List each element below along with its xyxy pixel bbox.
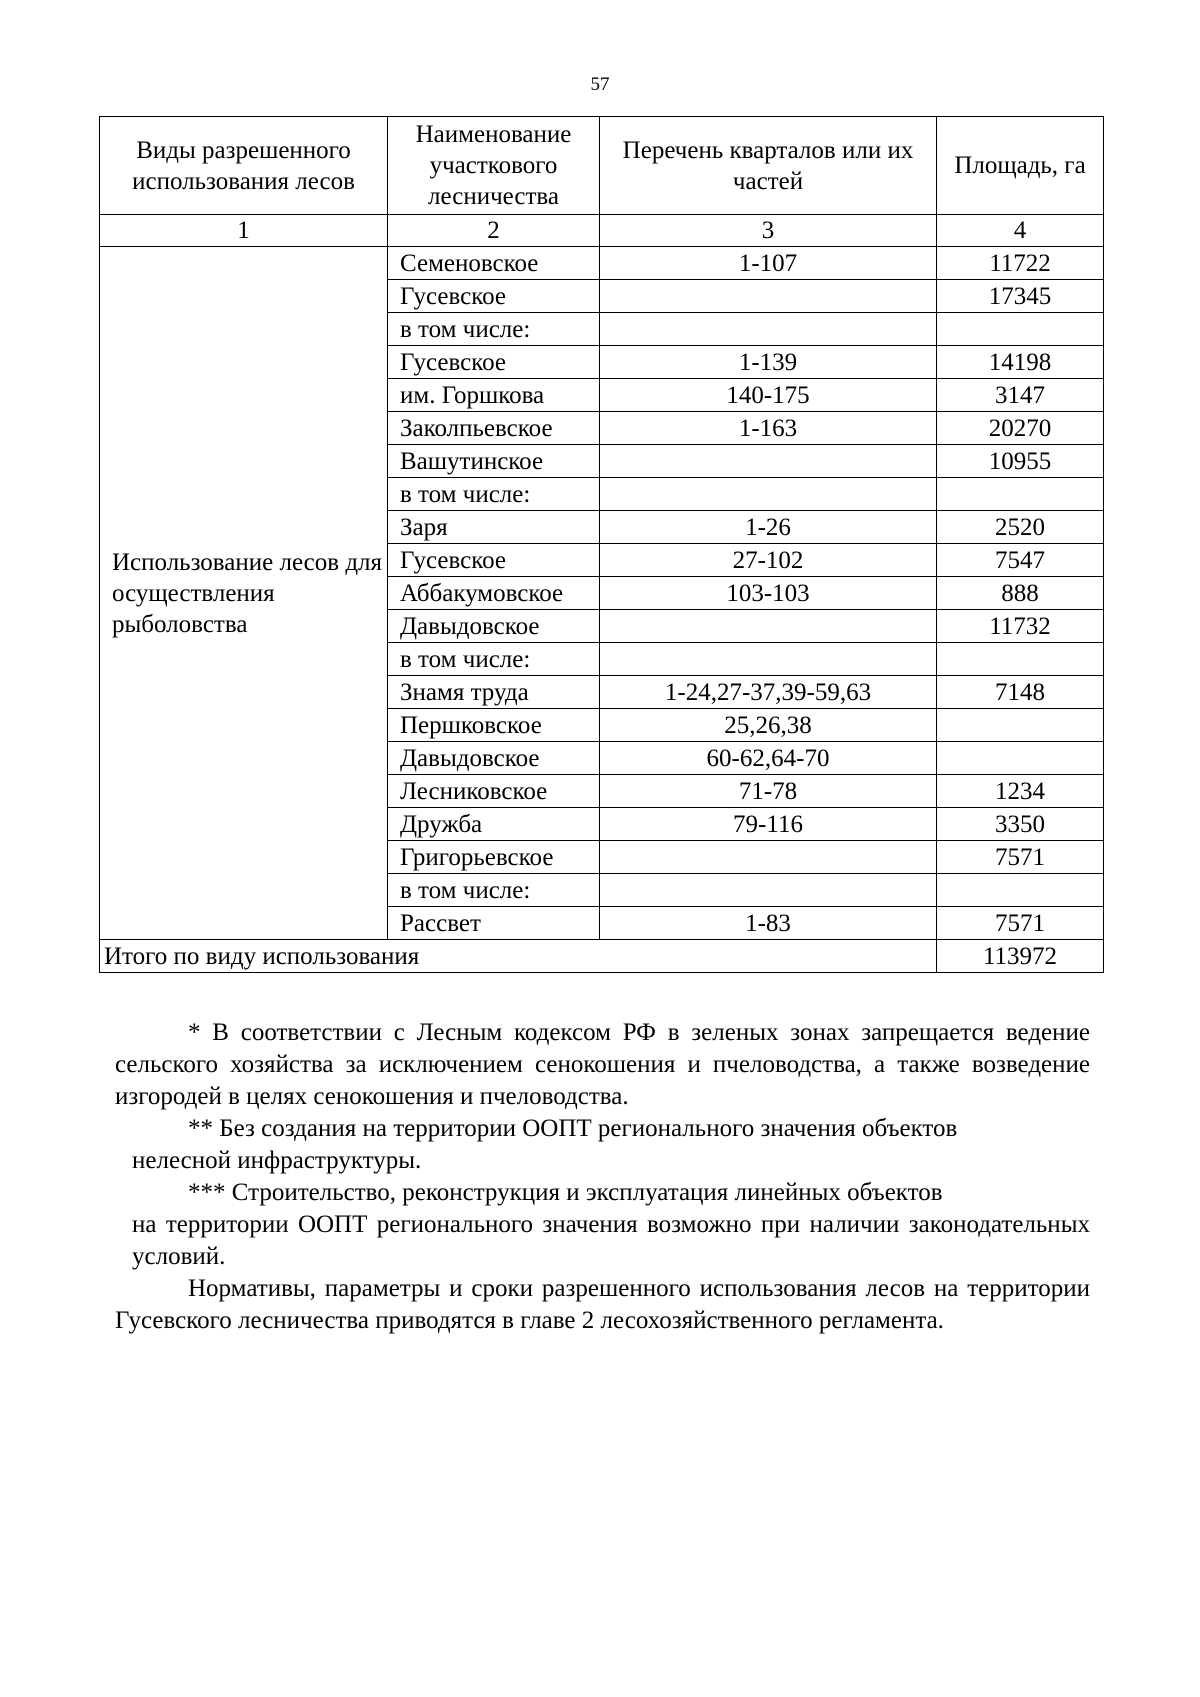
quarters-range-cell — [600, 841, 937, 874]
quarters-range-cell — [600, 280, 937, 313]
column-number: 1 — [100, 215, 388, 247]
column-number: 3 — [600, 215, 937, 247]
area-cell: 11722 — [937, 247, 1104, 280]
forestry-name-cell: Вашутинское — [388, 445, 600, 478]
header-quarters-list: Перечень кварталов или их частей — [600, 117, 937, 215]
area-cell — [937, 313, 1104, 346]
area-cell: 17345 — [937, 280, 1104, 313]
forestry-name-cell: в том числе: — [388, 313, 600, 346]
quarters-range-cell: 103-103 — [600, 577, 937, 610]
forestry-name-cell: Лесниковское — [388, 775, 600, 808]
area-cell — [937, 478, 1104, 511]
quarters-range-cell: 1-139 — [600, 346, 937, 379]
forestry-name-cell: Першковское — [388, 709, 600, 742]
forestry-name-cell: им. Горшкова — [388, 379, 600, 412]
area-cell: 3147 — [937, 379, 1104, 412]
forestry-name-cell: в том числе: — [388, 478, 600, 511]
quarters-range-cell: 71-78 — [600, 775, 937, 808]
header-area: Площадь, га — [937, 117, 1104, 215]
quarters-range-cell: 1-107 — [600, 247, 937, 280]
forestry-name-cell: Григорьевское — [388, 841, 600, 874]
forestry-name-cell: Знамя труда — [388, 676, 600, 709]
quarters-range-cell — [600, 874, 937, 907]
area-cell — [937, 709, 1104, 742]
note-infrastructure-line1: ** Без создания на территории ООПТ регионального значения объектов — [188, 1115, 958, 1142]
table-row — [100, 247, 1104, 280]
area-cell: 888 — [937, 577, 1104, 610]
quarters-range-cell: 79-116 — [600, 808, 937, 841]
header-row — [100, 117, 1104, 215]
forestry-name-cell: Гусевское — [388, 280, 600, 313]
quarters-range-cell: 140-175 — [600, 379, 937, 412]
forestry-name-cell: Аббакумовское — [388, 577, 600, 610]
quarters-range-cell: 25,26,38 — [600, 709, 937, 742]
quarters-range-cell: 60-62,64-70 — [600, 742, 937, 775]
quarters-range-cell: 1-26 — [600, 511, 937, 544]
header-use-type: Виды разрешенного использования лесов — [100, 117, 388, 215]
total-row — [100, 940, 1104, 973]
area-cell — [937, 742, 1104, 775]
total-label: Итого по виду использования — [100, 940, 937, 973]
note-green-zones: * В соответствии с Лесным кодексом РФ в зеленых зонах запрещается ведение сельского хозяйства за исключением сенокошения и пчеловодства, а также возведение изгородей в целях сенокошения и пчеловодства. — [115, 1019, 1090, 1110]
quarters-range-cell: 27-102 — [600, 544, 937, 577]
forestry-name-cell: Семеновское — [388, 247, 600, 280]
column-numbers-row — [100, 215, 1104, 247]
regulation-paragraph: Нормативы, параметры и сроки разрешенного использования лесов на территории Гусевского лесничества приводятся в главе 2 лесохозяйственного регламента. — [115, 1275, 1090, 1334]
area-cell: 10955 — [937, 445, 1104, 478]
area-cell — [937, 643, 1104, 676]
note-linear-objects-line2: на территории ООПТ регионального значения возможно при наличии законодательных условий. — [132, 1211, 1090, 1270]
quarters-range-cell — [600, 313, 937, 346]
quarters-range-cell: 1-83 — [600, 907, 937, 940]
area-cell: 11732 — [937, 610, 1104, 643]
area-cell: 7571 — [937, 907, 1104, 940]
area-cell: 20270 — [937, 412, 1104, 445]
forestry-name-cell: в том числе: — [388, 643, 600, 676]
area-cell: 3350 — [937, 808, 1104, 841]
area-cell: 7547 — [937, 544, 1104, 577]
quarters-range-cell — [600, 610, 937, 643]
note-infrastructure-line2: нелесной инфраструктуры. — [132, 1147, 422, 1174]
forestry-name-cell: Заря — [388, 511, 600, 544]
use-type-cell: Использование лесов для осуществления рыболовства — [100, 247, 388, 940]
notes-section — [115, 1017, 1090, 1337]
quarters-range-cell — [600, 445, 937, 478]
quarters-range-cell: 1-24,27-37,39-59,63 — [600, 676, 937, 709]
forestry-name-cell: Давыдовское — [388, 610, 600, 643]
forestry-name-cell: Гусевское — [388, 346, 600, 379]
header-forestry-name: Наименование участкового лесничества — [388, 117, 600, 215]
note-linear-objects-line1: *** Строительство, реконструкция и эксплуатация линейных объектов — [188, 1179, 943, 1206]
area-cell: 1234 — [937, 775, 1104, 808]
forestry-name-cell: Гусевское — [388, 544, 600, 577]
quarters-range-cell: 1-163 — [600, 412, 937, 445]
area-cell: 7571 — [937, 841, 1104, 874]
quarters-range-cell — [600, 478, 937, 511]
forestry-name-cell: Давыдовское — [388, 742, 600, 775]
forestry-name-cell: Заколпьевское — [388, 412, 600, 445]
forestry-name-cell: Рассвет — [388, 907, 600, 940]
area-cell: 7148 — [937, 676, 1104, 709]
forest-use-table — [99, 116, 1104, 973]
area-cell: 14198 — [937, 346, 1104, 379]
column-number: 4 — [937, 215, 1104, 247]
forestry-name-cell: в том числе: — [388, 874, 600, 907]
page-number: 57 — [590, 74, 610, 95]
column-number: 2 — [388, 215, 600, 247]
area-cell — [937, 874, 1104, 907]
area-cell: 2520 — [937, 511, 1104, 544]
quarters-range-cell — [600, 643, 937, 676]
forestry-name-cell: Дружба — [388, 808, 600, 841]
total-value: 113972 — [937, 940, 1104, 973]
